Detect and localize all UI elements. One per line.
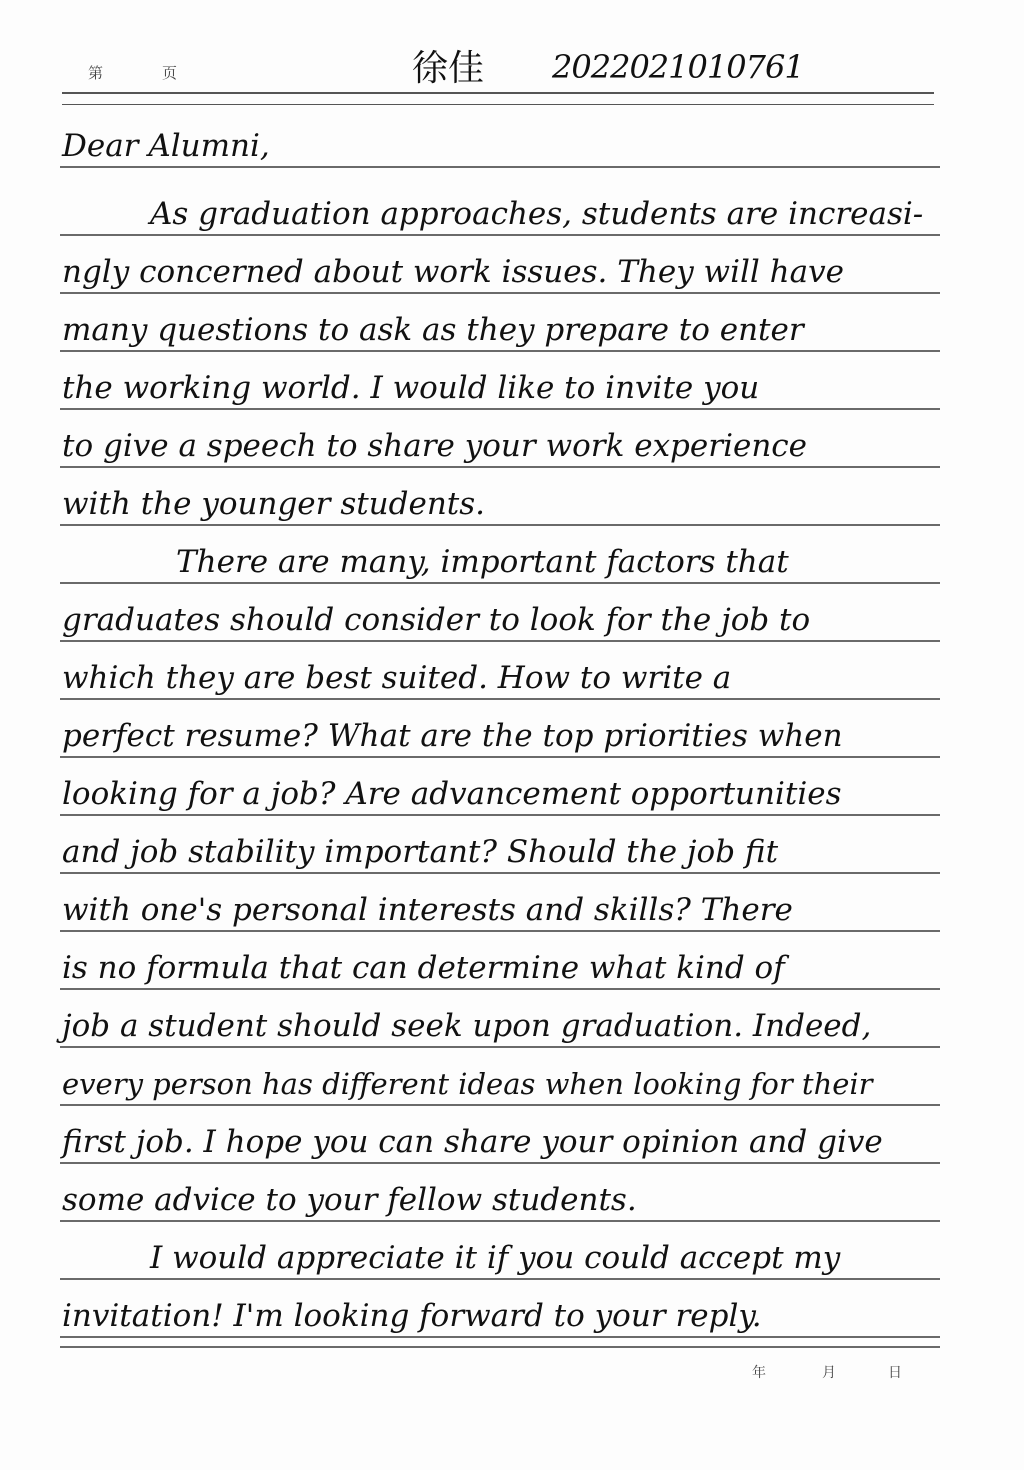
text-line: job a student should seek upon graduation. Indeed, [62, 1008, 872, 1044]
text-line: first job. I hope you can share your opinion and give [62, 1124, 883, 1160]
page-label-prefix: 第 [88, 64, 104, 82]
date-year-label: 年 [752, 1365, 766, 1381]
text-line: is no formula that can determine what kind of [62, 950, 785, 986]
text-line: perfect resume? What are the top priorities when [62, 718, 843, 754]
text-line: with the younger students. [62, 486, 486, 522]
text-line: every person has different ideas when looking for their [62, 1067, 873, 1101]
header-rule-bottom [62, 104, 934, 105]
salutation: Dear Alumni, [62, 128, 270, 164]
text-line: to give a speech to share your work experience [62, 428, 807, 464]
header-rule-top [62, 92, 934, 94]
text-line: There are many, important factors that [176, 544, 789, 580]
date-day-label: 日 [888, 1365, 902, 1381]
text-line: graduates should consider to look for the job to [62, 602, 811, 638]
text-line: the working world. I would like to invite you [62, 370, 760, 406]
text-line: ngly concerned about work issues. They will have [62, 254, 844, 290]
author-name: 徐佳 [412, 48, 485, 89]
text-line: looking for a job? Are advancement opportunities [62, 776, 842, 812]
page-label-suffix: 页 [162, 64, 178, 82]
text-line: I would appreciate it if you could accept my [150, 1240, 841, 1276]
date-month-label: 月 [822, 1365, 836, 1381]
ruled-line-bottom [60, 1346, 940, 1348]
text-line: As graduation approaches, students are increasi- [150, 196, 924, 232]
closing-line: invitation! I'm looking forward to your reply. [62, 1298, 762, 1334]
text-line: which they are best suited. How to write a [62, 660, 732, 696]
student-id: 2022021010761 [552, 48, 804, 86]
text-line: with one's personal interests and skills? There [62, 892, 793, 928]
text-line: many questions to ask as they prepare to enter [62, 312, 804, 348]
text-line: and job stability important? Should the job fit [62, 834, 779, 870]
text-line: some advice to your fellow students. [62, 1182, 637, 1218]
